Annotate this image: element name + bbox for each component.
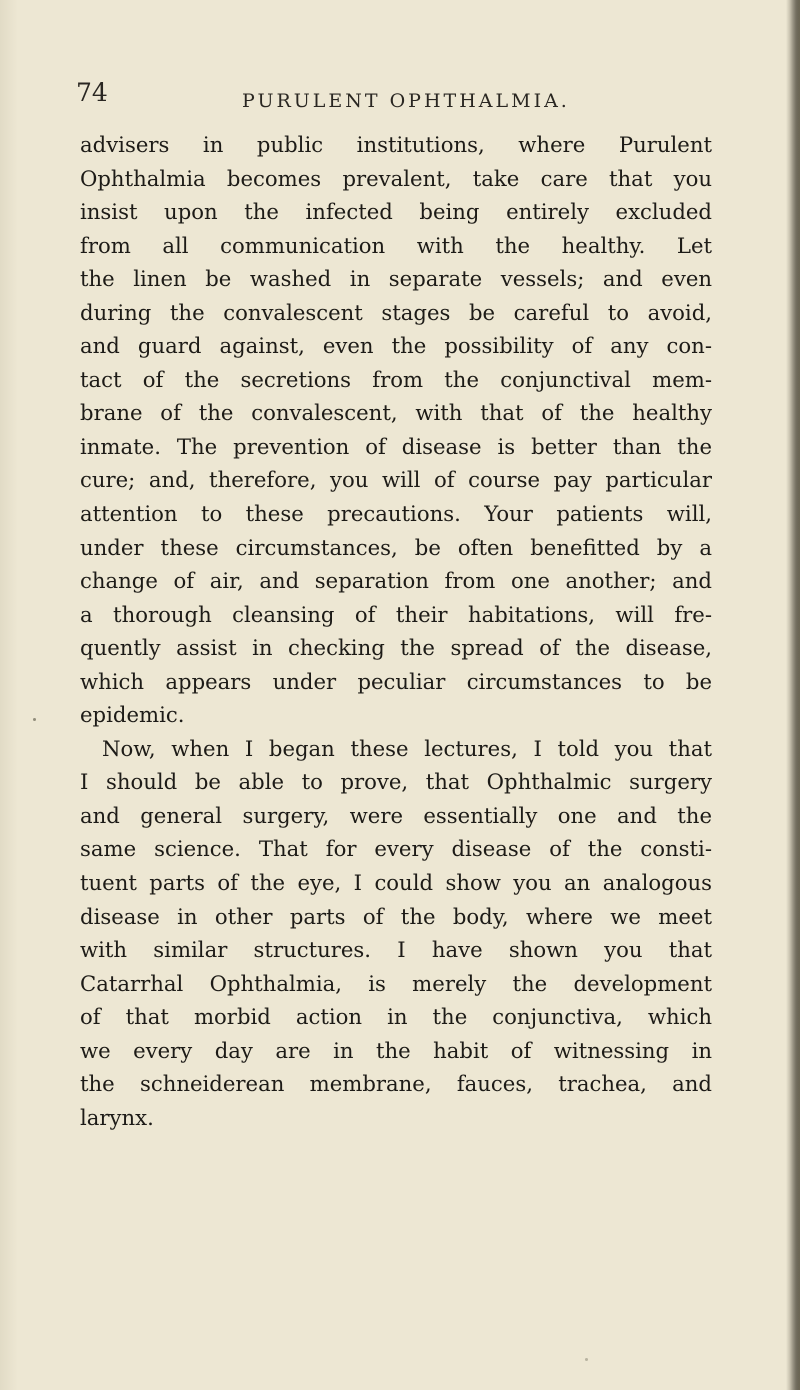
text-line: same science. That for every disease of the consti- [80,836,712,862]
text-line: insist upon the infected being entirely excluded [80,199,712,225]
text-line: which appears under peculiar circumstances to be [80,668,712,694]
text-line: and guard against, even the possibility of any con- [80,333,712,359]
text-line: we every day are in the habit of witnessing in [80,1037,712,1063]
paragraph-first-line: Now, when I began these lectures, I told you that [102,735,712,761]
text-line: of that morbid action in the conjunctiva, which [80,1004,712,1030]
body-text [80,128,712,1134]
text-line: inmate. The prevention of disease is better than the [80,433,712,459]
page-number: 74 [76,78,108,107]
running-head [76,78,726,118]
paper-speck [585,1358,588,1361]
text-line: Ophthalmia becomes prevalent, take care that you [80,165,712,191]
text-line: the schneiderean membrane, fauces, trachea, and [80,1071,712,1097]
text-line: tuent parts of the eye, I could show you an analogous [80,870,712,896]
text-line: a thorough cleansing of their habitations, will fre- [80,601,712,627]
text-line: the linen be washed in separate vessels; and even [80,266,712,292]
text-line: brane of the convalescent, with that of the healthy [80,400,712,426]
text-line: advisers in public institutions, where Purulent [80,132,712,157]
text-line: under these circumstances, be often benefitted by a [80,534,712,560]
text-line: with similar structures. I have shown you that [80,937,712,963]
text-line: change of air, and separation from one another; and [80,568,712,594]
text-line: I should be able to prove, that Ophthalmic surgery [80,769,712,795]
paragraph-end-line: epidemic. [80,702,185,728]
text-line: tact of the secretions from the conjunctival mem- [80,366,712,392]
text-line: quently assist in checking the spread of the disease, [80,635,712,661]
paragraph-end-line: larynx. [80,1104,154,1130]
running-head-title: PURULENT OPHTHALMIA. [242,90,570,112]
paper-speck [33,718,36,721]
text-line: attention to these precautions. Your patients will, [80,501,712,527]
text-line: and general surgery, were essentially one and the [80,802,712,828]
text-line: Catarrhal Ophthalmia, is merely the development [80,970,712,996]
text-line: during the convalescent stages be careful to avoid, [80,299,712,325]
page-edge-shadow [786,0,800,1390]
text-line: from all communication with the healthy. Let [80,232,712,258]
text-line: cure; and, therefore, you will of course pay particular [80,467,712,493]
text-line: disease in other parts of the body, where we meet [80,903,712,929]
